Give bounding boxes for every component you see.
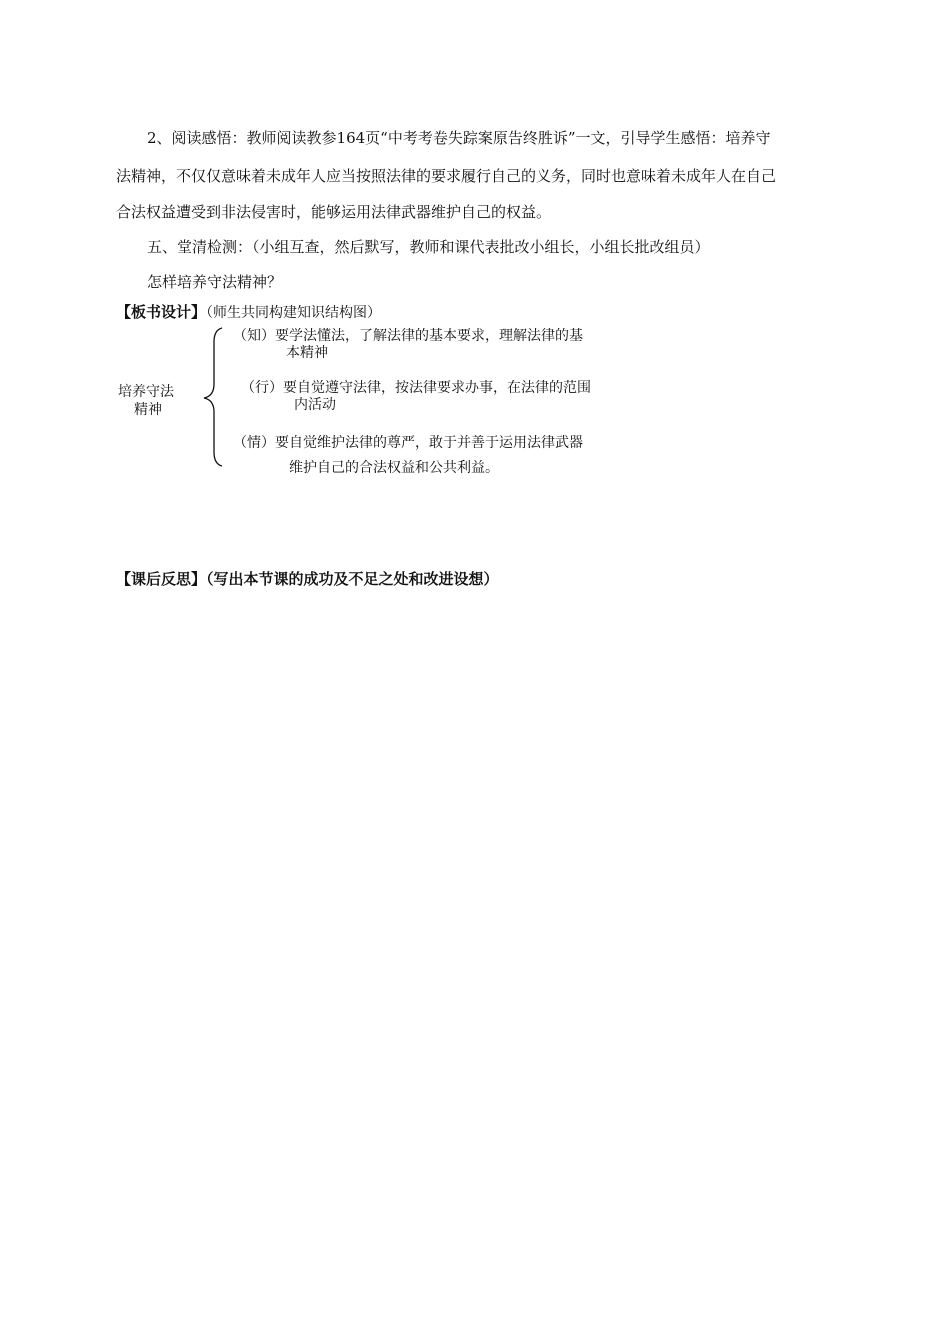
curly-brace-icon	[200, 326, 226, 468]
reading-line-1: 2、阅读感悟：教师阅读教参164页“中考考卷失踪案原告终胜诉”一文，引导学生感悟：培养守	[147, 129, 771, 147]
reflection-heading	[116, 569, 499, 589]
board-item-2-line-1: （行）要自觉遵守法律，按法律要求办事，在法律的范围	[241, 380, 591, 396]
board-item-3-line-1: （情）要自觉维护法律的尊严，敢于并善于运用法律武器	[233, 435, 583, 451]
board-heading	[116, 302, 381, 323]
reflection-note: （写出本节课的成功及不足之处和改进设想）	[206, 570, 499, 588]
board-title: 【板书设计】	[116, 303, 207, 321]
board-note: （师生共同构建知识结构图）	[206, 305, 382, 321]
board-item-2-line-2: 内活动	[294, 397, 336, 413]
board-root-line-2: 精神	[134, 402, 162, 418]
test-heading: 五、堂清检测：（小组互查，然后默写，教师和课代表批改小组长，小组长批改组员）	[147, 238, 710, 256]
board-item-1-line-1: （知）要学法懂法，了解法律的基本要求，理解法律的基	[233, 328, 583, 344]
reading-line-2: 法精神，不仅仅意味着未成年人应当按照法律的要求履行自己的义务，同时也意味着未成年人在自己	[116, 167, 777, 185]
board-item-3-line-2: 维护自己的合法权益和公共利益。	[289, 460, 499, 476]
test-question: 怎样培养守法精神？	[147, 273, 283, 291]
board-item-1-line-2: 本精神	[286, 345, 328, 361]
reflection-title: 【课后反思】	[116, 570, 207, 588]
board-root-line-1: 培养守法	[118, 384, 174, 400]
reading-line-3: 合法权益遭受到非法侵害时，能够运用法律武器维护自己的权益。	[116, 203, 552, 221]
